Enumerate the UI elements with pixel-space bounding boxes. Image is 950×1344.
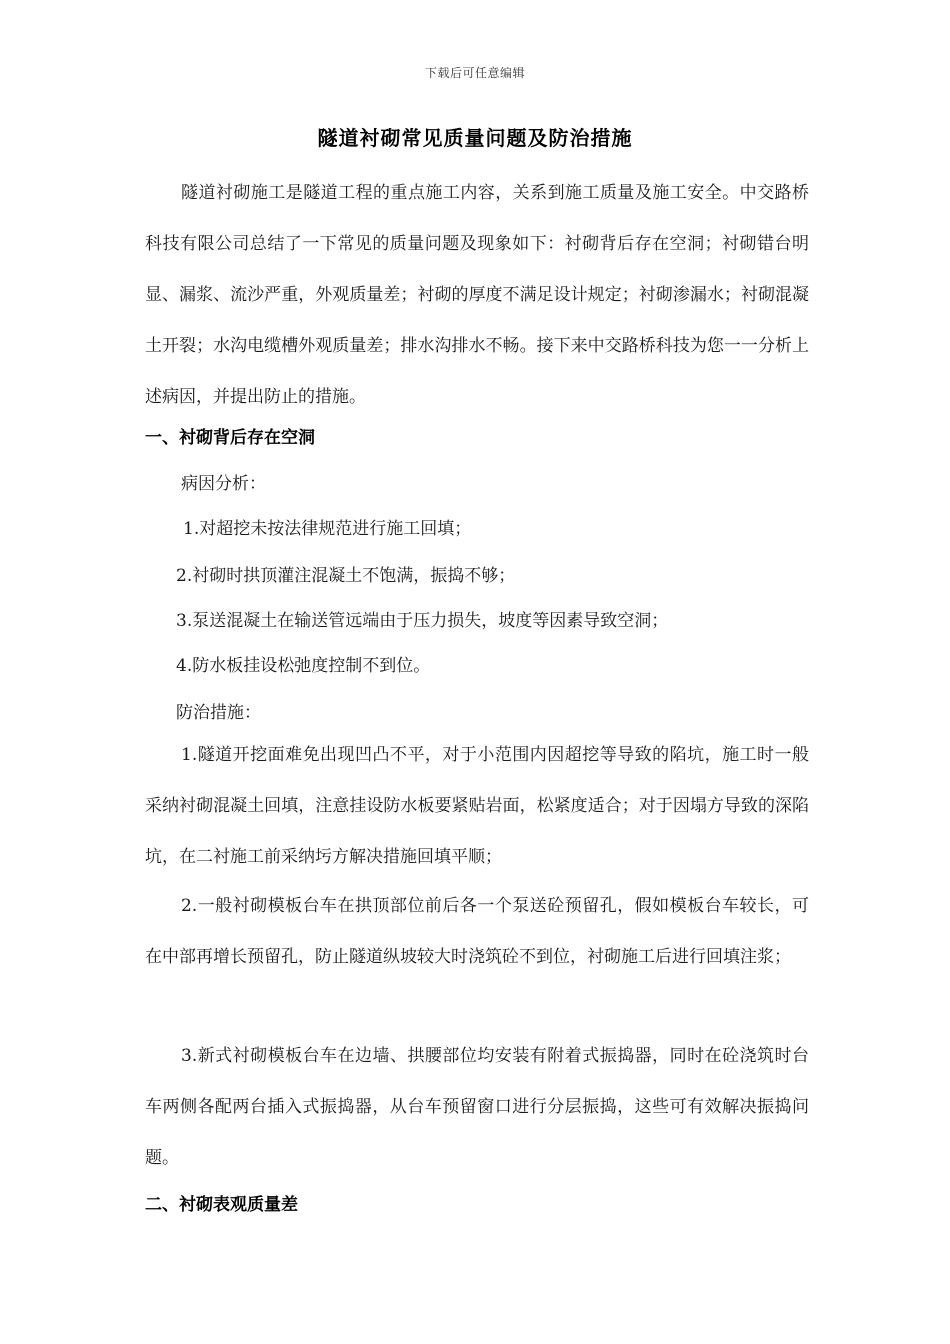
cause-item-3: 3.泵送混凝土在输送管远端由于压力损失，坡度等因素导致空洞； [176,611,669,631]
cause-label: 病因分析： [181,474,266,494]
document-title: 隧道衬砌常见质量问题及防治措施 [317,126,633,150]
cause-item-2: 2.衬砌时拱顶灌注混凝土不饱满，振捣不够； [176,566,516,586]
section-2-heading: 二、衬砌表观质量差 [145,1195,298,1215]
cause-item-4: 4.防水板挂设松弛度控制不到位。 [176,656,431,676]
measure-item-3: 3.新式衬砌模板台车在边墙、拱腰部位均安装有附着式振捣器，同时在砼浇筑时台车两侧各配两台插入式振捣器，从台车预留窗口进行分层振捣，这些可有效解决振捣问题。 [145,1046,809,1168]
section-1-heading: 一、衬砌背后存在空洞 [145,428,315,448]
header-note: 下载后可任意编辑 [424,66,525,80]
intro-paragraph: 隧道衬砌施工是隧道工程的重点施工内容，关系到施工质量及施工安全。中交路桥科技有限公司总结了一下常见的质量问题及现象如下：衬砌背后存在空洞；衬砌错台明显、漏浆、流沙严重，外观质量差；衬砌的厚度不满足设计规定；衬砌渗漏水；衬砌混凝土开裂；水沟电缆槽外观质量差；排水沟排水不畅。接下来中交路桥科技为您一一分析上述病因，并提出防止的措施。 [145,183,809,407]
cause-item-1: 1.对超挖未按法律规范进行施工回填； [183,519,472,539]
measure-item-2: 2.一般衬砌模板台车在拱顶部位前后各一个泵送砼预留孔，假如模板台车较长，可在中部再增长预留孔，防止隧道纵坡较大时浇筑砼不到位，衬砌施工后进行回填注浆； [145,896,809,967]
measure-label: 防治措施： [176,703,261,723]
measure-item-1: 1.隧道开挖面难免出现凹凸不平，对于小范围内因超挖等导致的陷坑，施工时一般采纳衬砌混凝土回填，注意挂设防水板要紧贴岩面，松紧度适合；对于因塌方导致的深陷坑，在二衬施工前采纳圬方解决措施回填平顺； [145,745,809,867]
